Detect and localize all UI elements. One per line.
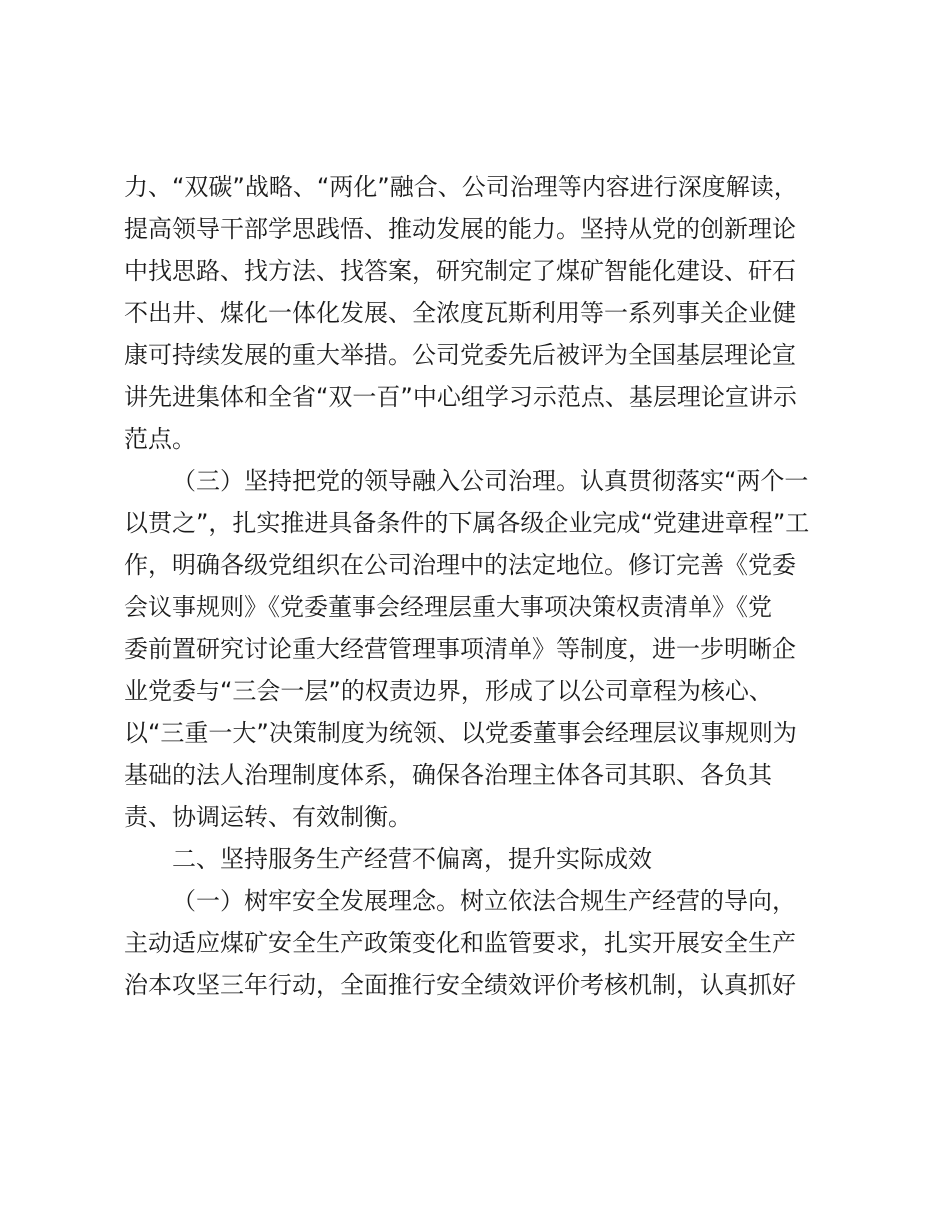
text-line-2: 提高领导干部学思践悟、推动发展的能力。坚持从党的创新理论 bbox=[124, 215, 796, 243]
text-line-13: 业党委与“三会一层”的权责边界，形成了以公司章程为核心、 bbox=[124, 677, 773, 705]
text-line-3: 中找思路、找方法、找答案，研究制定了煤矿智能化建设、矸石 bbox=[124, 257, 796, 285]
section-heading-san: （三）坚持把党的领导融入公司治理。认真贯彻落实“两个一 bbox=[172, 467, 809, 495]
text-line-9: 以贯之”，扎实推进具备条件的下属各级企业完成“党建进章程”工 bbox=[124, 509, 810, 537]
section-heading-yi: （一）树牢安全发展理念。树立依法合规生产经营的导向， bbox=[172, 887, 796, 915]
text-line-7: 范点。 bbox=[124, 425, 196, 453]
text-line-14: 以“三重一大”决策制度为统领、以党委董事会经理层议事规则为 bbox=[124, 719, 797, 747]
text-line-11: 会议事规则》《党委董事会经理层重大事项决策权责清单》《党 bbox=[124, 593, 772, 621]
text-line-10: 作，明确各级党组织在公司治理中的法定地位。修订完善《党委 bbox=[124, 551, 796, 579]
text-line-16: 责、协调运转、有效制衡。 bbox=[124, 803, 412, 831]
document-body bbox=[124, 166, 836, 1006]
text-line-5: 康可持续发展的重大举措。公司党委先后被评为全国基层理论宣 bbox=[124, 341, 796, 369]
text-line-4: 不出井、煤化一体化发展、全浓度瓦斯利用等一系列事关企业健 bbox=[124, 299, 796, 327]
text-line-19: 主动适应煤矿安全生产政策变化和监管要求，扎实开展安全生产 bbox=[124, 929, 796, 957]
text-line-20: 治本攻坚三年行动，全面推行安全绩效评价考核机制，认真抓好 bbox=[124, 971, 796, 999]
text-line-15: 基础的法人治理制度体系，确保各治理主体各司其职、各负其 bbox=[124, 761, 772, 789]
text-line-12: 委前置研究讨论重大经营管理事项清单》等制度，进一步明晰企 bbox=[124, 635, 796, 663]
text-line-6: 讲先进集体和全省“双一百”中心组学习示范点、基层理论宣讲示 bbox=[124, 383, 797, 411]
chapter-heading-two: 二、坚持服务生产经营不偏离，提升实际成效 bbox=[172, 845, 652, 873]
text-line-1: 力、“双碳”战略、“两化”融合、公司治理等内容进行深度解读， bbox=[124, 173, 798, 201]
